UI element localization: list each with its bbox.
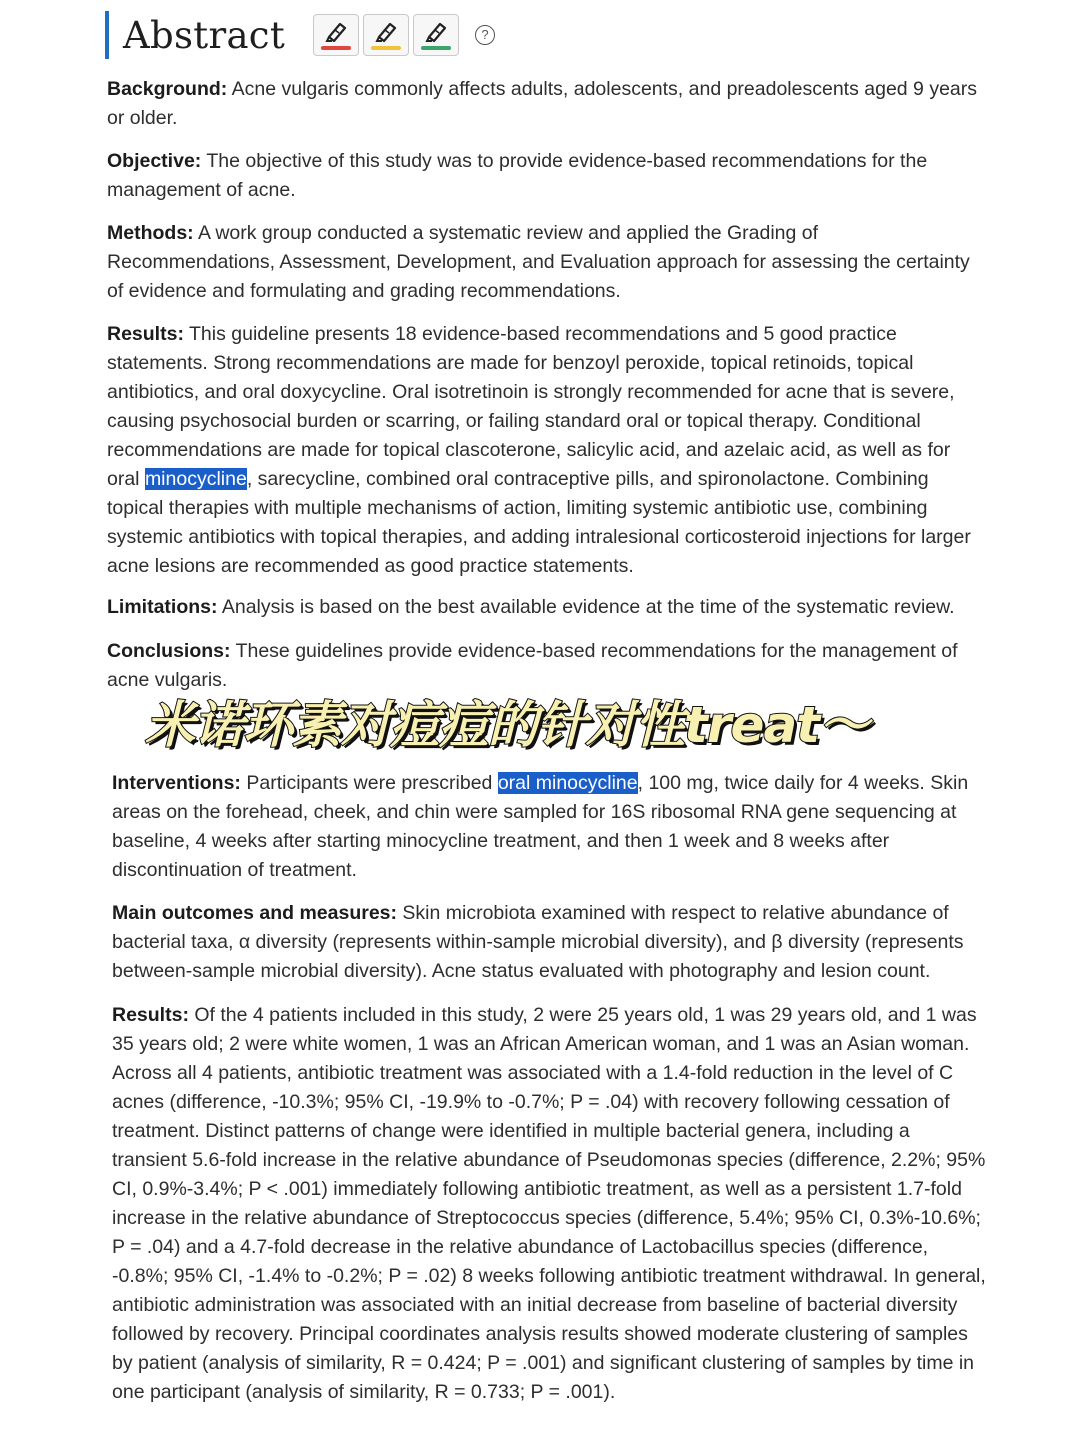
accent-bar: [105, 11, 109, 59]
interventions-paragraph: [112, 769, 982, 885]
highlighter-icon: [423, 20, 449, 44]
overlay-caption: 米诺环素对痘痘的针对性treat～: [145, 696, 869, 754]
limitations-label: Limitations:: [107, 596, 218, 618]
results-paragraph: [107, 320, 987, 581]
green-stripe: [421, 46, 451, 50]
outcomes-paragraph: [112, 899, 982, 986]
background-paragraph: [107, 75, 987, 133]
highlight-yellow-button[interactable]: [363, 14, 409, 56]
page-title: Abstract: [123, 13, 285, 57]
interventions-label: Interventions:: [112, 772, 241, 794]
methods-text: A work group conducted a systematic review and applied the Grading of Recommendations, Assessment, Development, and Evaluation approach for assessing the certainty of evidence and formulating and grading recommendations.: [107, 222, 970, 302]
highlight-toolbar: [313, 14, 459, 56]
red-stripe: [321, 46, 351, 50]
background-text: Acne vulgaris commonly affects adults, adolescents, and preadolescents aged 9 years or older.: [107, 78, 978, 129]
background-label: Background:: [107, 78, 228, 100]
results2-paragraph: [112, 1001, 987, 1407]
selected-text[interactable]: oral minocycline: [497, 772, 638, 794]
results-text: This guideline presents 18 evidence-based recommendations and 5 good practice statements. Strong recommendations are made for benzoyl peroxide, topical retinoids, topical antibiotics, and oral doxycycline. Oral isotretinoin is strongly recommended for acne that is severe, causing psychosocial burden or scarring, or failing standard oral or topical therapy. Conditional recommendations are made for topical clascoterone, salicylic acid, and azelaic acid, as well as for oral: [107, 323, 955, 490]
highlight-green-button[interactable]: [413, 14, 459, 56]
abstract-header: [105, 10, 495, 60]
help-icon[interactable]: ?: [475, 25, 495, 45]
results-text-continued: , sarecycline, combined oral contraceptive pills, and spironolactone. Combining topical therapies with multiple mechanisms of action, limiting systemic antibiotic use, combining systemic antibiotics with topical therapies, and adding intralesional corticosteroid injections for larger acne lesions are recommended as good practice statements.: [107, 468, 971, 577]
results2-text: Of the 4 patients included in this study, 2 were 25 years old, 1 was 29 years old, and 1 was 35 years old; 2 were white women, 1 was an African American woman, and 1 was an Asian woman. Across all 4 patients, antibiotic treatment was associated with a 1.4-fold reduction in the level of C acnes (difference, -10.3%; 95% CI, -19.9% to -0.7%; P = .04) with recovery following cessation of treatment. Distinct patterns of change were identified in multiple bacterial genera, including a transient 5.6-fold increase in the relative abundance of Pseudomonas species (difference, 2.2%; 95% CI, 0.9%-3.4%; P < .001) immediately following antibiotic treatment, as well as a persistent 1.7-fold increase in the relative abundance of Streptococcus species (difference, 5.4%; 95% CI, 0.3%-10.6%; P = .04) and a 4.7-fold decrease in the relative abundance of Lactobacillus species (difference, -0.8%; 95% CI, -1.4% to -0.2%; P = .02) 8 weeks following antibiotic treatment withdrawal. In general, antibiotic administration was associated with an initial decrease from baseline of bacterial diversity followed by recovery. Principal coordinates analysis results showed moderate clustering of samples by patient (analysis of similarity, R = 0.424; P = .001) and significant clustering of samples by time in one participant (analysis of similarity, R = 0.733; P = .001).: [112, 1004, 986, 1403]
methods-label: Methods:: [107, 222, 194, 244]
limitations-paragraph: [107, 593, 987, 622]
objective-text: The objective of this study was to provide evidence-based recommendations for the management of acne.: [107, 150, 928, 201]
interventions-text: Participants were prescribed: [240, 772, 498, 794]
conclusions-label: Conclusions:: [107, 640, 231, 662]
results2-label: Results:: [112, 1004, 189, 1026]
outcomes-text: Skin microbiota examined with respect to relative abundance of bacterial taxa, α diversity (represents within-sample microbial diversity), and β diversity (represents between-sample microbial diversity). Acne status evaluated with photography and lesion count.: [112, 902, 964, 982]
highlight-red-button[interactable]: [313, 14, 359, 56]
selected-text[interactable]: minocycline: [144, 468, 247, 490]
methods-paragraph: [107, 219, 987, 306]
objective-paragraph: [107, 147, 987, 205]
yellow-stripe: [371, 46, 401, 50]
results-label: Results:: [107, 323, 184, 345]
objective-label: Objective:: [107, 150, 202, 172]
limitations-text: Analysis is based on the best available evidence at the time of the systematic review.: [217, 596, 955, 618]
highlighter-icon: [323, 20, 349, 44]
conclusions-text: These guidelines provide evidence-based recommendations for the management of acne vulgaris.: [107, 640, 958, 691]
highlighter-icon: [373, 20, 399, 44]
interventions-text-continued: , 100 mg, twice daily for 4 weeks. Skin areas on the forehead, cheek, and chin were sampled for 16S ribosomal RNA gene sequencing at baseline, 4 weeks after starting minocycline treatment, and then 1 week and 8 weeks after discontinuation of treatment.: [112, 772, 969, 881]
outcomes-label: Main outcomes and measures:: [112, 902, 397, 924]
conclusions-paragraph: [107, 637, 987, 695]
